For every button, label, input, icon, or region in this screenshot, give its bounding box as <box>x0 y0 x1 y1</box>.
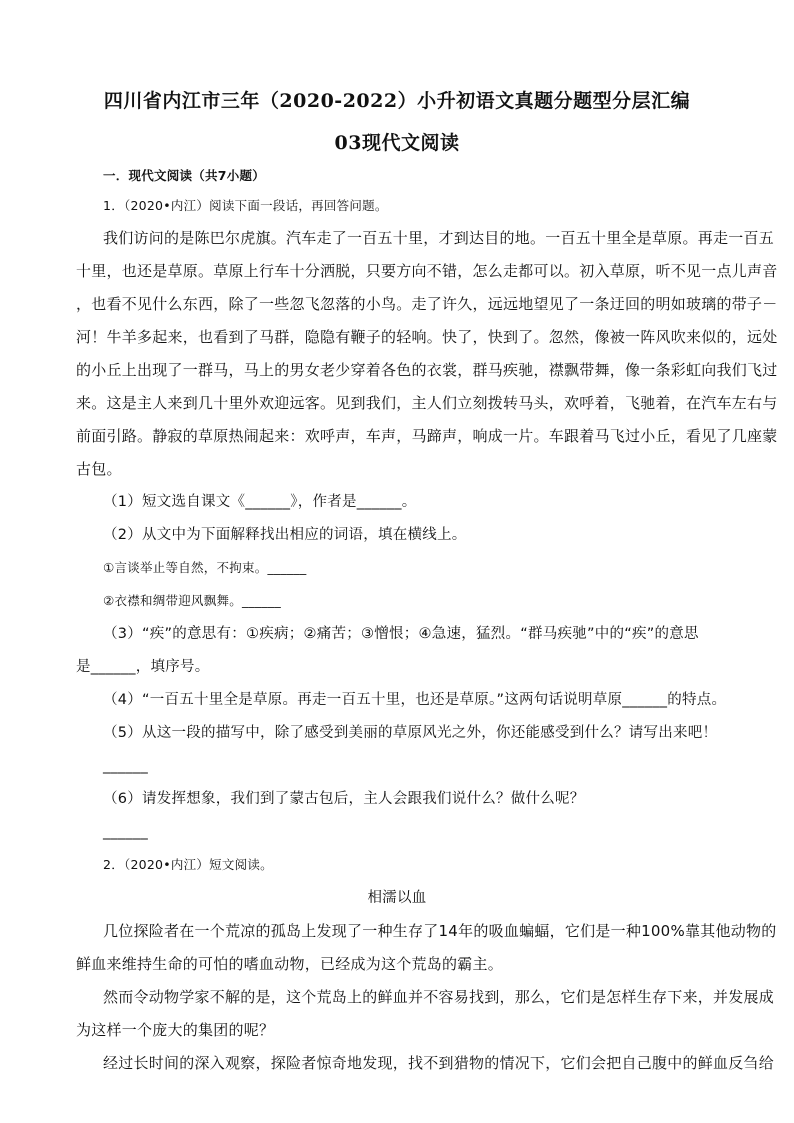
question-1-sub4: （4）“一百五十里全是草原。再走一百五十里，也还是草原。”这两句话说明草原______的特点。 <box>103 692 727 708</box>
passage-1-line: 来。这是主人来到几十里外欢迎远客。见到我们，主人们立刻拨转马头，欢呼着，飞驰着，在汽车左右与 <box>76 394 778 412</box>
passage-2-line: 经过长时间的深入观察，探险者惊奇地发现，找不到猎物的情况下，它们会把自己腹中的鲜血反刍给 <box>103 1054 775 1072</box>
passage-2-line: 鲜血来维持生命的可怕的嗜血动物，已经成为这个荒岛的霸主。 <box>76 955 504 973</box>
passage-2-line: 然而令动物学家不解的是，这个荒岛上的鲜血并不容易找到，那么，它们是怎样生存下来，并发展成 <box>103 988 775 1006</box>
passage-1-line: 河！牛羊多起来，也看到了马群，隐隐有鞭子的轻响。快了，快到了。忽然，像被一阵风吹来似的，远处 <box>76 328 778 346</box>
section-heading: 一．现代文阅读（共7小题） <box>103 168 265 183</box>
passage-1-line: 十里，也还是草原。草原上行车十分洒脱，只要方向不错，怎么走都可以。初入草原，听不见一点儿声音 <box>76 262 778 280</box>
question-1-sub1: （1）短文选自课文《______》，作者是______。 <box>103 494 417 510</box>
passage-2-title: 相濡以血 <box>367 890 427 906</box>
passage-2-line: 为这样一个庞大的集团的呢？ <box>76 1021 275 1039</box>
question-1-sub2-a: ①言谈举止等自然，不拘束。______ <box>103 560 307 575</box>
passage-1-line: 我们访问的是陈巴尔虎旗。汽车走了一百五十里，才到达目的地。一百五十里全是草原。再走一百五 <box>103 229 775 247</box>
question-1-sub2: （2）从文中为下面解释找出相应的词语，填在横线上。 <box>103 527 467 543</box>
answer-blank: ______ <box>103 824 148 840</box>
passage-1-line: 前面引路。静寂的草原热闹起来：欢呼声，车声，马蹄声，响成一片。车跟着马飞过小丘，看见了几座蒙 <box>76 427 778 445</box>
passage-1-line: 的小丘上出现了一群马，马上的男女老少穿着各色的衣裳，群马疾驰，襟飘带舞，像一条彩虹向我们飞过 <box>76 361 778 379</box>
question-1-sub2-b: ②衣襟和绸带迎风飘舞。______ <box>103 593 281 608</box>
passage-2-line: 几位探险者在一个荒凉的孤岛上发现了一种生存了14年的吸血蝙蝠，它们是一种100%靠其他动物的 <box>103 922 777 940</box>
passage-1-line: ，也看不见什么东西，除了一些忽飞忽落的小鸟。走了许久，远远地望见了一条迂回的明如玻璃的带子－ <box>76 295 778 313</box>
question-2-stem: 2．（2020•内江）短文阅读。 <box>103 857 273 872</box>
document-title-line2: 03现代文阅读 <box>334 132 460 154</box>
question-1-sub3-line2: 是______，填序号。 <box>76 659 210 675</box>
question-1-sub5: （5）从这一段的描写中，除了感受到美丽的草原风光之外，你还能感受到什么？请写出来吧！ <box>103 725 718 741</box>
document-title-line1: 四川省内江市三年（2020-2022）小升初语文真题分题型分层汇编 <box>103 90 691 112</box>
answer-blank: ______ <box>103 758 148 774</box>
question-1-sub6: （6）请发挥想象，我们到了蒙古包后，主人会跟我们说什么？做什么呢？ <box>103 791 585 807</box>
passage-1-line: 古包。 <box>76 460 122 478</box>
question-1-stem: 1．（2020•内江）阅读下面一段话，再回答问题。 <box>103 198 388 213</box>
question-1-sub3-line1: （3）“疾”的意思有：①疾病；②痛苦；③憎恨；④急速，猛烈。“群马疾驰”中的“疾”的意思 <box>103 626 699 642</box>
